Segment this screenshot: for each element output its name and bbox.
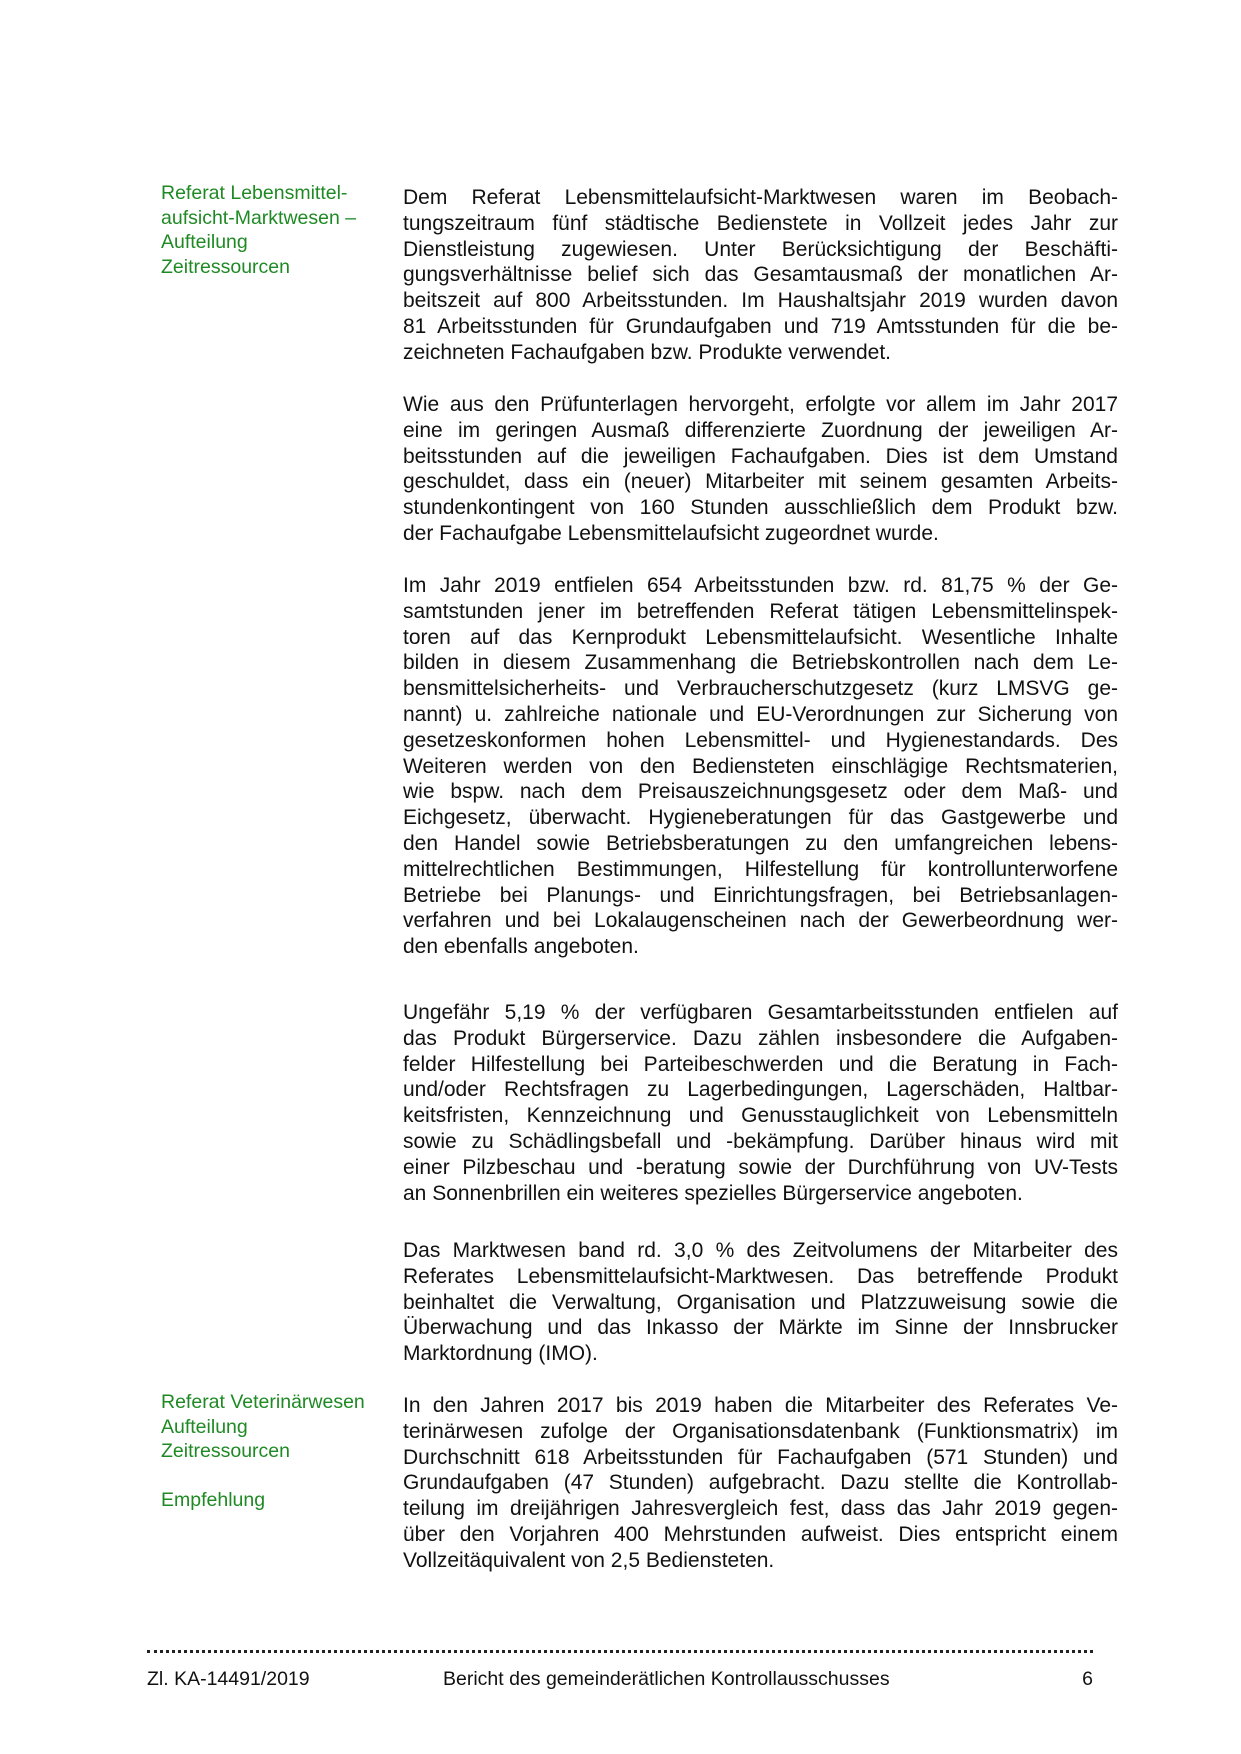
paragraph xyxy=(403,1238,1118,1367)
sidebar-heading-empfehlung: Empfehlung xyxy=(161,1489,266,1512)
text-line: bilden in diesem Zusammenhang die Betriebskontrollen nach dem Le- xyxy=(403,651,1118,675)
text-line: Im Jahr 2019 entfielen 654 Arbeitsstunden bzw. rd. 81,75 % der Ge- xyxy=(403,574,1118,597)
paragraph xyxy=(403,1000,1118,1206)
text-line: Wie aus den Prüfunterlagen hervorgeht, erfolgte vor allem im Jahr 2017 xyxy=(403,393,1118,416)
text-line: teilung im dreijährigen Jahresvergleich fest, dass das Jahr 2019 gegen- xyxy=(403,1497,1118,1521)
text-line: 81 Arbeitsstunden für Grundaufgaben und 719 Amtsstunden für die be- xyxy=(403,314,1118,338)
text-line: und/oder Rechtsfragen zu Lagerbedingungen, Lagerschäden, Haltbar- xyxy=(403,1078,1118,1102)
sidebar-heading-line: Referat Lebensmittel- xyxy=(161,182,348,204)
text-line: Marktordnung (IMO). xyxy=(403,1342,598,1366)
text-line: den ebenfalls angeboten. xyxy=(403,935,639,959)
text-line: gesetzeskonformen hohen Lebensmittel- und Hygienestandards. Des xyxy=(403,728,1118,752)
text-line: felder Hilfestellung bei Parteibeschwerden und die Beratung in Fach- xyxy=(403,1052,1118,1076)
text-line: beitszeit auf 800 Arbeitsstunden. Im Haushaltsjahr 2019 wurden davon xyxy=(403,289,1118,313)
text-line: der Fachaufgabe Lebensmittelaufsicht zugeordnet wurde. xyxy=(403,521,939,545)
text-line: Dem Referat Lebensmittelaufsicht-Marktwesen waren im Beobach- xyxy=(403,186,1118,209)
text-line: geschuldet, dass ein (neuer) Mitarbeiter mit seinem gesamten Arbeits- xyxy=(403,470,1118,494)
text-line: eine im geringen Ausmaß differenzierte Zuordnung der jeweiligen Ar- xyxy=(403,418,1118,442)
text-line: Eichgesetz, überwacht. Hygieneberatungen für das Gastgewerbe und xyxy=(403,806,1118,830)
text-line: nannt) u. zahlreiche nationale und EU-Verordnungen zur Sicherung von xyxy=(403,702,1118,726)
text-line: Grundaufgaben (47 Stunden) aufgebracht. Dazu stellte die Kontrollab- xyxy=(403,1471,1118,1495)
text-line: mittelrechtlichen Bestimmungen, Hilfestellung für kontrollunterworfene xyxy=(403,857,1118,881)
sidebar-heading-veterinaerwesen xyxy=(161,1390,386,1513)
sidebar-heading-line: Aufteilung xyxy=(161,231,248,254)
sidebar-heading-line: aufsicht-Marktwesen – xyxy=(161,206,357,229)
text-line: Durchschnitt 618 Arbeitsstunden für Fachaufgaben (571 Stunden) und xyxy=(403,1445,1118,1469)
text-line: Ungefähr 5,19 % der verfügbaren Gesamtarbeitsstunden entfielen auf xyxy=(403,1001,1118,1024)
paragraph xyxy=(403,185,1118,366)
sidebar-heading-line: Zeitressourcen xyxy=(161,255,290,278)
text-line: bensmittelsicherheits- und Verbraucherschutzgesetz (kurz LMSVG ge- xyxy=(403,677,1118,701)
text-line: wie bspw. nach dem Preisauszeichnungsgesetz oder dem Maß- und xyxy=(403,780,1118,804)
text-line: gungsverhältnisse belief sich das Gesamtausmaß der monatlichen Ar- xyxy=(403,263,1118,287)
text-line: Weiteren werden von den Bediensteten einschlägige Rechtsmaterien, xyxy=(403,754,1118,778)
sidebar-heading-line: Referat Veterinärwesen xyxy=(161,1391,365,1413)
text-line: Überwachung und das Inkasso der Märkte im Sinne der Innsbrucker xyxy=(403,1316,1118,1340)
text-line: an Sonnenbrillen ein weiteres spezielles Bürgerservice angeboten. xyxy=(403,1181,1023,1205)
sidebar-heading-line: Zeitressourcen xyxy=(161,1440,290,1463)
sidebar-heading-line: Aufteilung xyxy=(161,1415,248,1438)
text-line: beitsstunden auf die jeweiligen Fachaufgaben. Dies ist dem Umstand xyxy=(403,444,1118,468)
text-line: tungszeitraum fünf städtische Bedienstete in Vollzeit jedes Jahr zur xyxy=(403,211,1118,235)
sidebar-heading-lebensmittelaufsicht xyxy=(161,181,386,279)
paragraph xyxy=(403,573,1118,960)
text-line: verfahren und bei Lokalaugenscheinen nach der Gewerbeordnung wer- xyxy=(403,909,1118,933)
text-line: den Handel sowie Betriebsberatungen zu den umfangreichen lebens- xyxy=(403,831,1118,855)
text-line: samtstunden jener im betreffenden Referat tätigen Lebensmittelinspek- xyxy=(403,599,1118,623)
footer-reference: Zl. KA-14491/2019 xyxy=(147,1668,310,1690)
paragraph xyxy=(403,392,1118,547)
text-line: toren auf das Kernprodukt Lebensmittelaufsicht. Wesentliche Inhalte xyxy=(403,625,1118,649)
footer-title: Bericht des gemeinderätlichen Kontrollausschusses xyxy=(443,1668,890,1690)
text-line: keitsfristen, Kennzeichnung und Genusstauglichkeit von Lebensmitteln xyxy=(403,1104,1118,1128)
text-line: zeichneten Fachaufgaben bzw. Produkte verwendet. xyxy=(403,340,891,364)
text-line: beinhaltet die Verwaltung, Organisation und Platzzuweisung sowie die xyxy=(403,1290,1118,1314)
footer-dotted-rule xyxy=(147,1650,1093,1653)
text-line: einer Pilzbeschau und -beratung sowie der Durchführung von UV-Tests xyxy=(403,1155,1118,1179)
text-line: terinärwesen zufolge der Organisationsdatenbank (Funktionsmatrix) im xyxy=(403,1419,1118,1443)
page-number: 6 xyxy=(1082,1668,1093,1690)
text-line: Betriebe bei Planungs- und Einrichtungsfragen, bei Betriebsanlagen- xyxy=(403,883,1118,907)
text-line: Dienstleistung zugewiesen. Unter Berücksichtigung der Beschäfti- xyxy=(403,237,1118,261)
text-line: Vollzeitäquivalent von 2,5 Bediensteten. xyxy=(403,1548,775,1572)
spacer xyxy=(161,1464,386,1489)
text-line: Referates Lebensmittelaufsicht-Marktwesen. Das betreffende Produkt xyxy=(403,1264,1118,1288)
text-line: In den Jahren 2017 bis 2019 haben die Mitarbeiter des Referates Ve- xyxy=(403,1394,1118,1417)
text-line: sowie zu Schädlingsbefall und -bekämpfung. Darüber hinaus wird mit xyxy=(403,1129,1118,1153)
paragraph xyxy=(403,1393,1118,1574)
text-line: über den Vorjahren 400 Mehrstunden aufweist. Dies entspricht einem xyxy=(403,1522,1118,1546)
text-line: stundenkontingent von 160 Stunden ausschließlich dem Produkt bzw. xyxy=(403,496,1118,520)
text-line: Das Marktwesen band rd. 3,0 % des Zeitvolumens der Mitarbeiter des xyxy=(403,1239,1118,1262)
text-line: das Produkt Bürgerservice. Dazu zählen insbesondere die Aufgaben- xyxy=(403,1026,1118,1050)
